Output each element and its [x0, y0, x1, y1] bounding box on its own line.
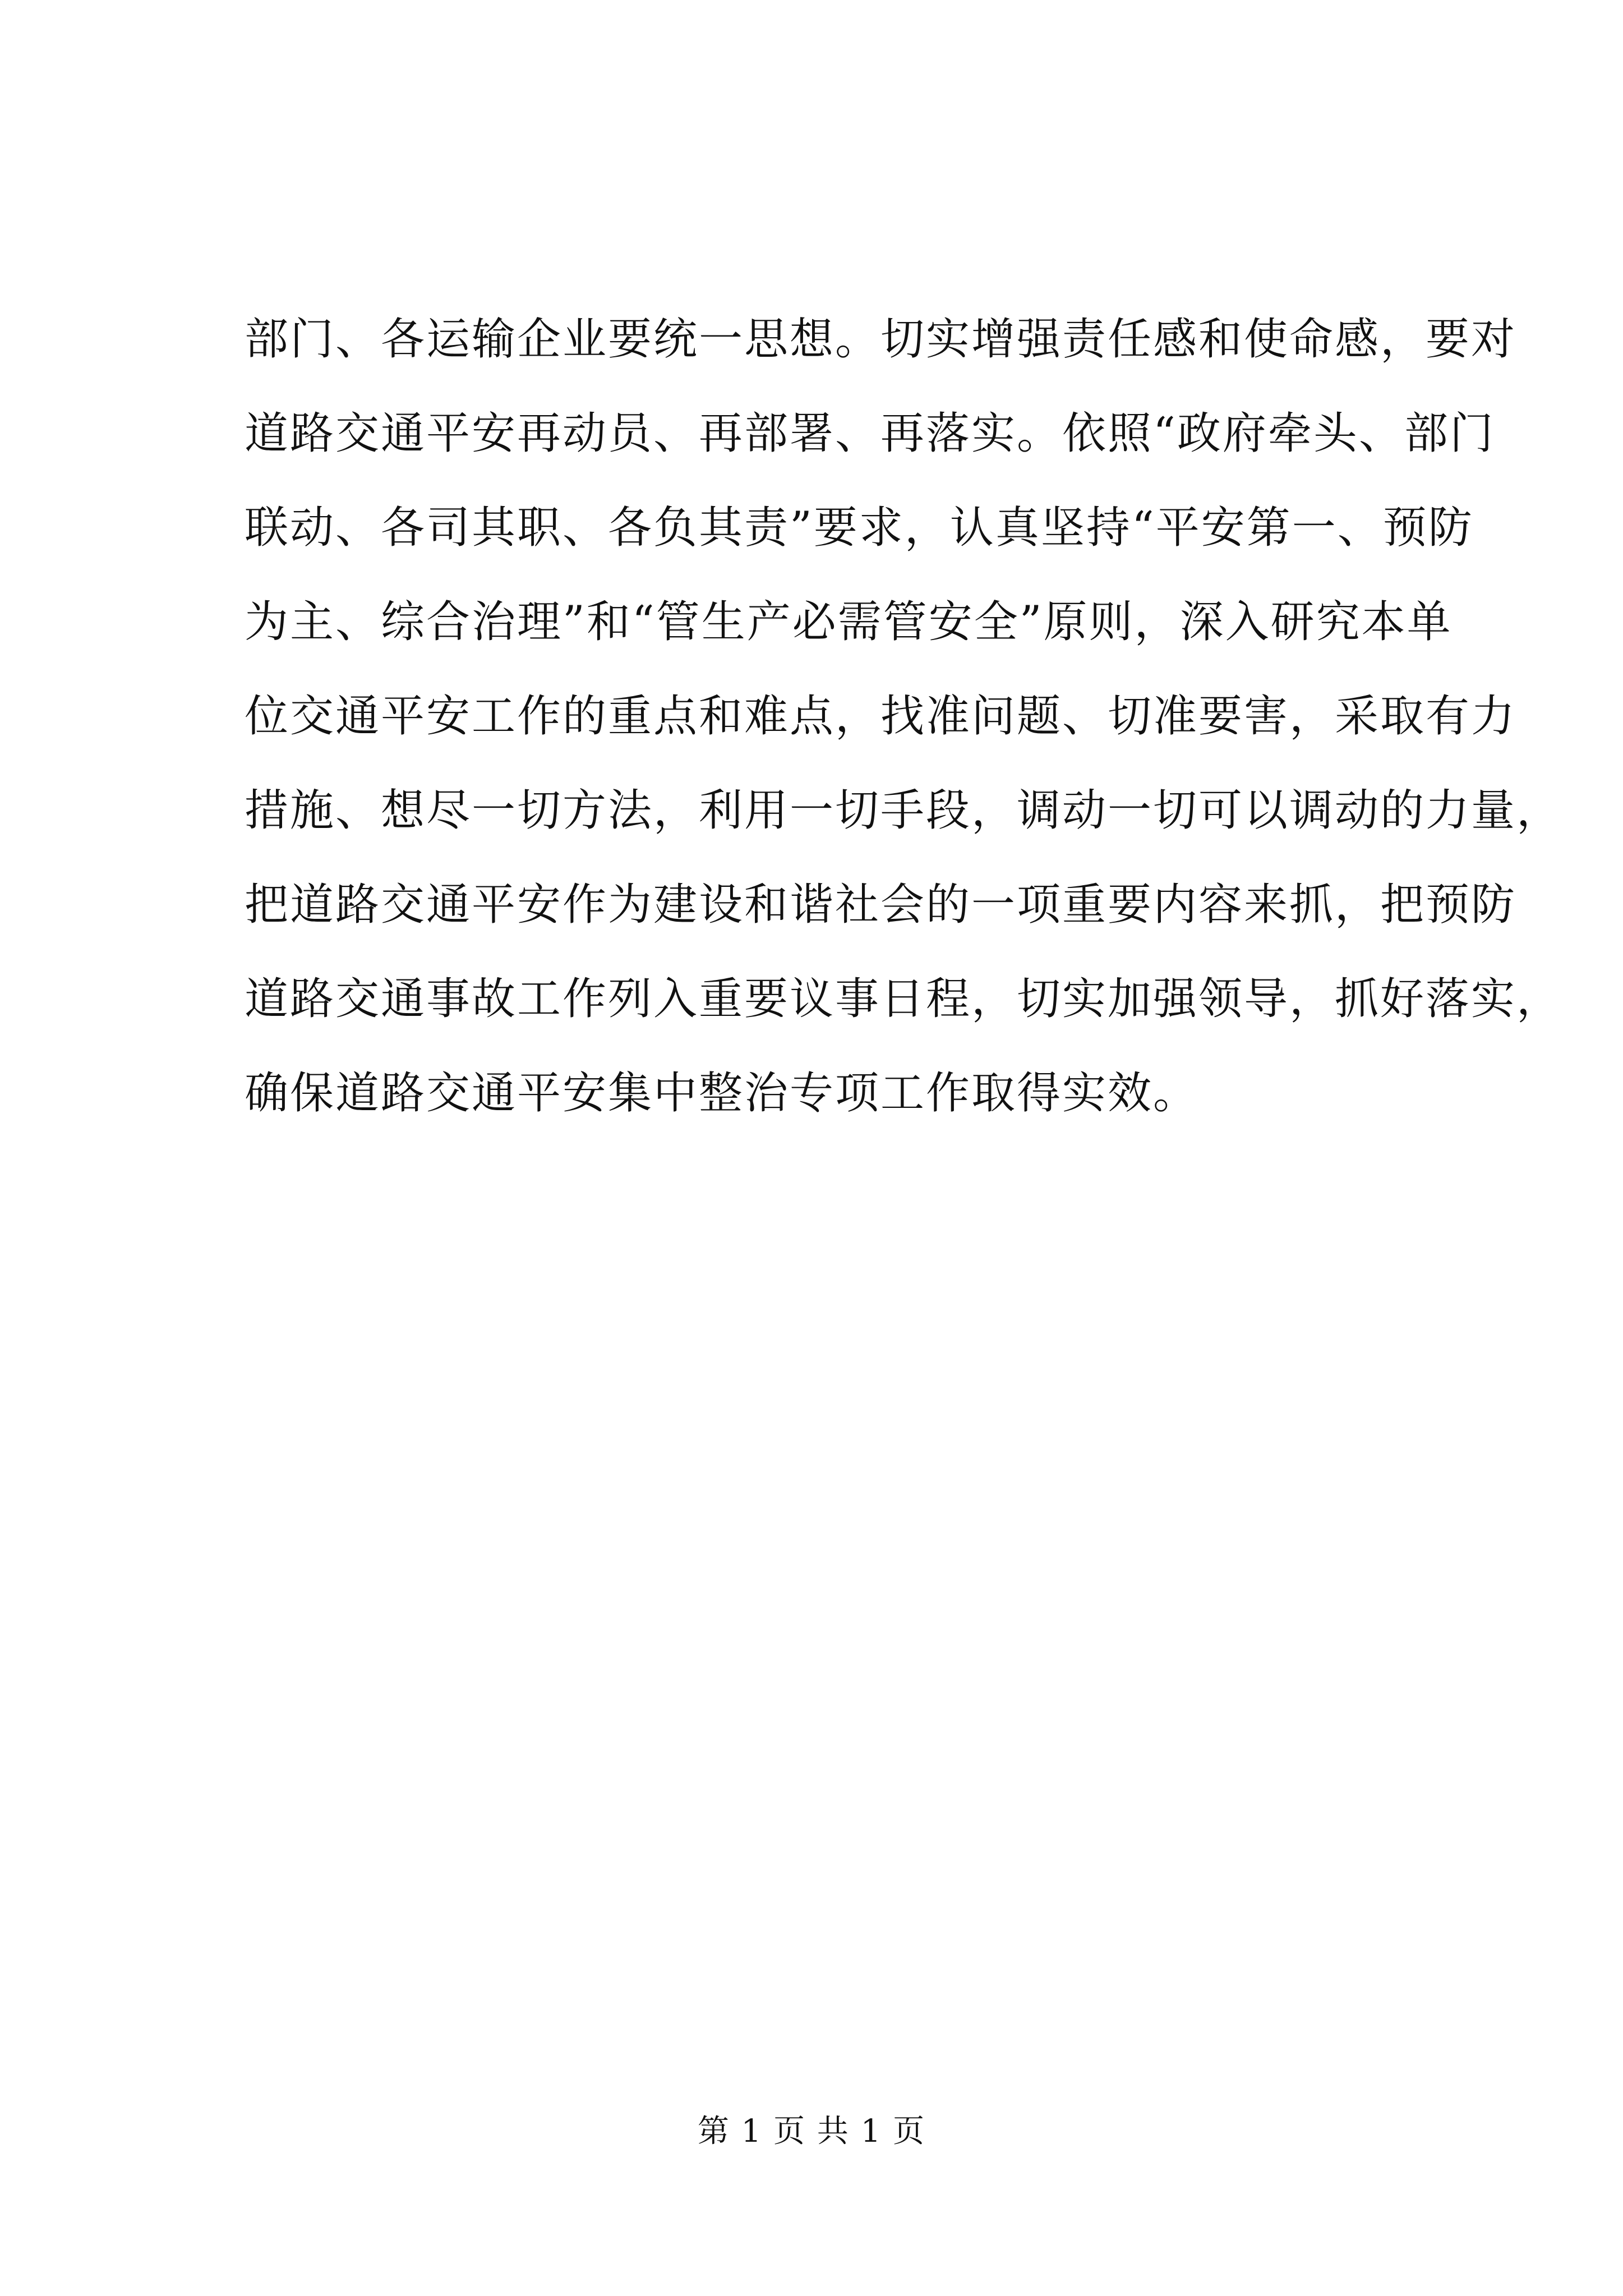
paragraph-line-1: 部门、各运输企业要统一思想。切实增强责任感和使命感，要对: [245, 314, 1517, 365]
paragraph-line-7: 把道路交通平安作为建设和谐社会的一项重要内容来抓，把预防: [245, 880, 1517, 930]
page-number-footer: 第 1 页 共 1 页: [697, 2113, 926, 2150]
paragraph-line-4: 为主、综合治理”和“管生产必需管安全”原则，深入研究本单: [245, 597, 1453, 647]
paragraph-line-2: 道路交通平安再动员、再部署、再落实。依照“政府牵头、部门: [245, 408, 1495, 459]
paragraph-line-3: 联动、各司其职、各负其责”要求，认真坚持“平安第一、预防: [245, 503, 1474, 553]
paragraph-line-9: 确保道路交通平安集中整治专项工作取得实效。: [245, 1068, 1199, 1119]
paragraph-line-5: 位交通平安工作的重点和难点，找准问题、切准要害，采取有力: [245, 691, 1517, 742]
paragraph-line-6: 措施、想尽一切方法，利用一切手段，调动一切可以调动的力量，: [245, 785, 1562, 836]
paragraph-line-8: 道路交通事故工作列入重要议事日程，切实加强领导，抓好落实，: [245, 974, 1562, 1024]
